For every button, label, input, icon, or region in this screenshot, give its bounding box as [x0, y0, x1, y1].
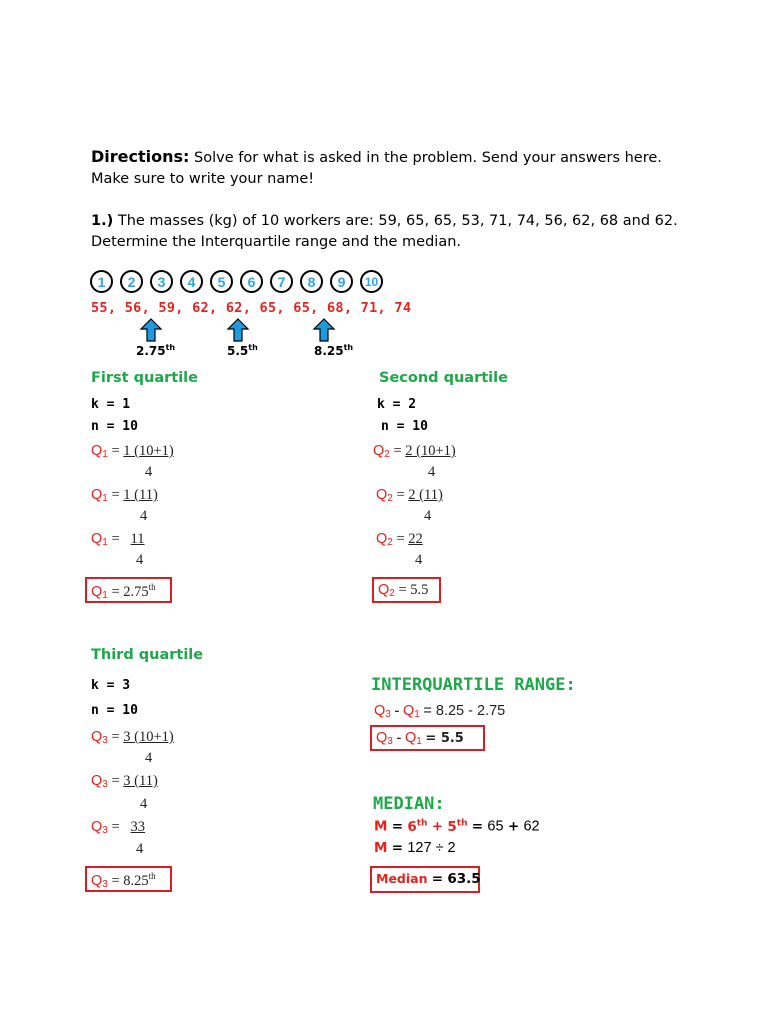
third-quartile-heading: Third quartile — [91, 647, 204, 663]
position-circle: 1 — [90, 270, 113, 293]
first-quartile-n: n = 10 — [91, 419, 138, 434]
median-heading: MEDIAN: — [373, 794, 445, 814]
q2-equation-1: $Q_2 = 2$ (10+1) — [373, 443, 456, 460]
problem-line1: The masses (kg) of 10 workers are: 59, 65, 65, 53, 71, 74, 56, 62, 68 and 62. — [117, 213, 678, 229]
q3-equation-1: $Q_3 = 3$ (10+1) — [91, 729, 174, 746]
position-circle: 3 — [150, 270, 173, 293]
median-result: Median = 63.5 — [370, 866, 480, 893]
denominator: 4 — [140, 508, 148, 524]
directions-line2: Make sure to write your name! — [91, 171, 315, 187]
position-circle: 8 — [300, 270, 323, 293]
problem-number: 1.) — [91, 213, 114, 229]
denominator: 4 — [136, 841, 144, 857]
position-circles — [90, 270, 383, 293]
iqr-line-1: $Q_3 - Q_1 = 8.25 - 2.75$ — [374, 703, 506, 720]
arrow-up-icon — [226, 318, 250, 342]
median-line-2: M = 127 ÷ 2 — [374, 840, 456, 856]
third-quartile-n: n = 10 — [91, 703, 138, 718]
position-circle: 9 — [330, 270, 353, 293]
q1-equation-3: $Q_1 = 11$ — [91, 531, 145, 548]
third-quartile-k: k = 3 — [91, 678, 131, 693]
q1-equation-1: $Q_1 = 1$ (10+1) — [91, 443, 174, 460]
problem — [91, 211, 751, 253]
marker-label: 8.25th — [314, 343, 354, 358]
median-line-1: M = 6th + 5th = 65 + 62 — [374, 818, 540, 835]
position-circle: 2 — [120, 270, 143, 293]
directions — [91, 146, 731, 190]
directions-line1: Solve for what is asked in the problem. Send your answers here. — [194, 150, 662, 166]
first-quartile-k: k = 1 — [91, 397, 131, 412]
position-circle: 10 — [360, 270, 383, 293]
denominator: 4 — [415, 552, 423, 568]
second-quartile-heading: Second quartile — [379, 370, 508, 386]
position-circle: 7 — [270, 270, 293, 293]
sorted-masses: 55, 56, 59, 62, 62, 65, 65, 68, 71, 74 — [91, 300, 412, 316]
second-quartile-n: n = 10 — [381, 419, 428, 434]
q1-result: $Q_1 = 2.75th$ — [85, 577, 172, 603]
arrow-up-icon — [312, 318, 336, 342]
q3-equation-2: $Q_3 = 3$ (11) — [91, 773, 158, 790]
iqr-result: $Q_3 - Q_1 = 5.5$ — [370, 725, 485, 751]
q2-result: $Q_2 = 5.5$ — [372, 577, 441, 603]
marker-label: 5.5th — [227, 343, 258, 358]
arrow-up-icon — [139, 318, 163, 342]
position-circle: 6 — [240, 270, 263, 293]
q3-equation-3: $Q_3 = 33$ — [91, 819, 146, 836]
second-quartile-k: k = 2 — [377, 397, 417, 412]
q3-result: $Q_3 = 8.25th$ — [85, 866, 172, 892]
q1-equation-2: $Q_1 = 1$ (11) — [91, 487, 158, 504]
position-circle: 4 — [180, 270, 203, 293]
position-circle: 5 — [210, 270, 233, 293]
denominator: 4 — [424, 508, 432, 524]
denominator: 4 — [140, 796, 148, 812]
denominator: 4 — [145, 750, 153, 766]
q2-equation-2: $Q_2 = 2$ (11) — [376, 487, 443, 504]
denominator: 4 — [136, 552, 144, 568]
denominator: 4 — [428, 464, 436, 480]
iqr-heading: INTERQUARTILE RANGE: — [371, 675, 576, 695]
denominator: 4 — [145, 464, 153, 480]
q2-equation-3: $Q_2 = 22$ — [376, 531, 423, 548]
problem-line2: Determine the Interquartile range and the median. — [91, 234, 461, 250]
directions-label: Directions: — [91, 147, 190, 166]
first-quartile-heading: First quartile — [91, 370, 198, 386]
marker-label: 2.75th — [136, 343, 176, 358]
